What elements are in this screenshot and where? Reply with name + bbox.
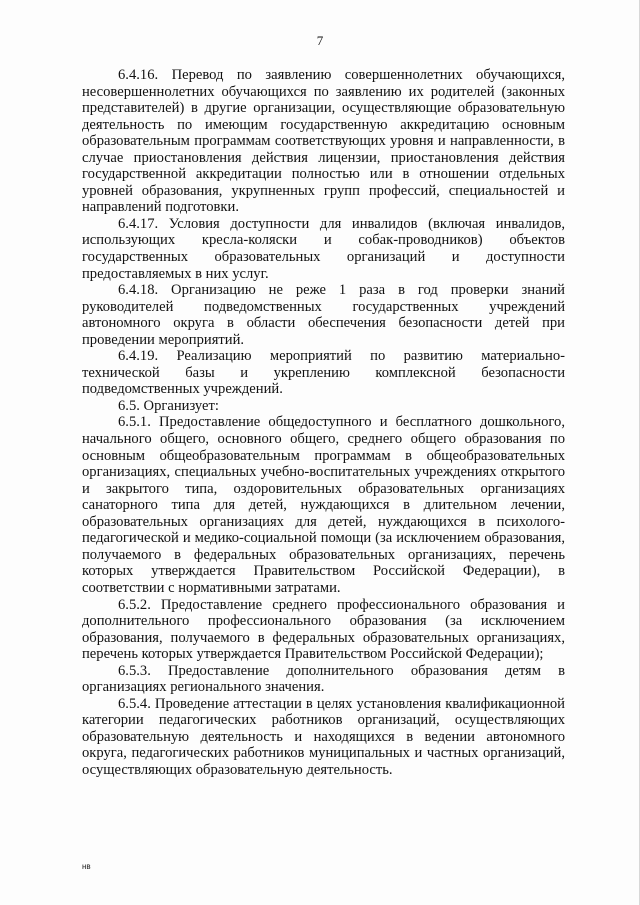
paragraph-6-4-19: 6.4.19. Реализацию мероприятий по развитию материально-технической базы и укреплению комплексной безопасности подведомственных учреждений. xyxy=(82,348,565,398)
paragraph-6-5-2: 6.5.2. Предоставление среднего профессионального образования и дополнительного профессионального образования (за исключением образования, получаемого в федеральных образовательных организациях, перечень которых утверждается Правительством Российской Федерации); xyxy=(82,596,565,663)
paragraph-6-4-16: 6.4.16. Перевод по заявлению совершеннолетних обучающихся, несовершеннолетних обучающихся по заявлению их родителей (законных представителей) в другие организации, осуществляющие образовательную деятельность по имеющим государственную аккредитацию основным образовательным программам соответствующих уровня и направленности, в случае приостановления действия лицензии, приостановления действия государственной аккредитации полностью или в отношении отдельных уровней образования, укрупненных групп профессий, специальностей и направлений подготовки. xyxy=(82,67,565,216)
paragraph-6-5-1: 6.5.1. Предоставление общедоступного и бесплатного дошкольного, начального общего, основного общего, среднего общего образования по основным общеобразовательным программам в общеобразовательных организациях, специальных учебно-воспитательных учреждениях открытого и закрытого типа, оздоровительных образовательных организациях санаторного типа для детей, нуждающихся в длительном лечении, образовательных организациях для детей, нуждающихся в психолого-педагогической и медико-социальной помощи (за исключением образования, получаемого в федеральных образовательных организациях, перечень которых утверждается Правительством Российской Федерации), в соответствии с нормативными затратами. xyxy=(82,414,565,596)
paragraph-6-5: 6.5. Организует: xyxy=(118,397,219,414)
paragraph-6-4-17: 6.4.17. Условия доступности для инвалидов (включая инвалидов, использующих кресла-коляски и собак-проводников) объектов государственных образовательных организаций и доступности предоставляемых в них услуг. xyxy=(82,215,565,282)
footer-code: нв xyxy=(82,862,91,871)
paragraph-6-5-3: 6.5.3. Предоставление дополнительного образования детям в организациях регионального значения. xyxy=(82,662,565,696)
document-body xyxy=(82,67,565,779)
page-number: 7 xyxy=(316,33,324,48)
paragraph-6-5-4: 6.5.4. Проведение аттестации в целях установления квалификационной категории педагогических работников организаций, осуществляющих образовательную деятельность и находящихся в ведении автономного округа, педагогических работников муниципальных и частных организаций, осуществляющих образовательную деятельность. xyxy=(82,695,565,778)
paragraph-6-4-18: 6.4.18. Организацию не реже 1 раза в год проверки знаний руководителей подведомственных государственных учреждений автономного округа в области обеспечения безопасности детей при проведении мероприятий. xyxy=(82,282,565,348)
